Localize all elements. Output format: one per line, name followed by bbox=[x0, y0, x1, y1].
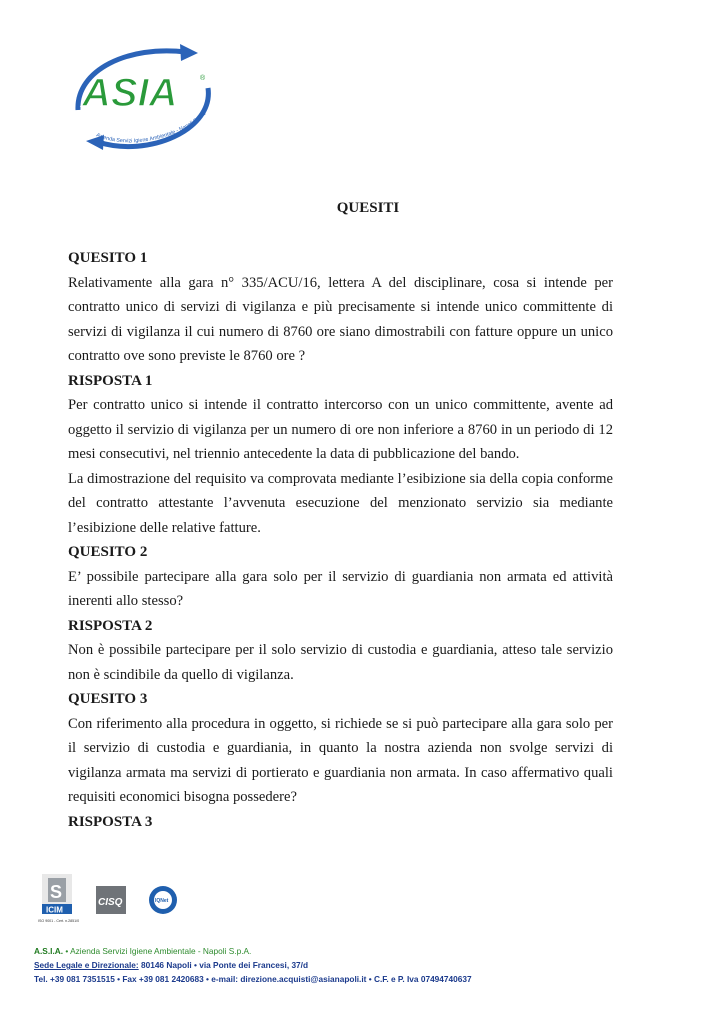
page-title: QUESITI bbox=[336, 200, 400, 216]
svg-text:S: S bbox=[50, 882, 63, 902]
footer-company: A.S.I.A. • Azienda Servizi Igiene Ambientale - Napoli S.p.A. bbox=[34, 946, 252, 956]
section-paragraph: Per contratto unico si intende il contratto intercorso con un unico committente, avente ad oggetto il servizio di vigilanza per un numero di ore non inferiore a 8760 in un periodo di 12 mesi consecutivi, nel triennio antecedente la data di pubblicazione del bando. bbox=[68, 397, 613, 462]
section-paragraph: La dimostrazione del requisito va comprovata mediante l’esibizione sia della copia conforme del contratto attestante l’avvenuta esecuzione del menzionato servizio sia mediante l’esibizione delle relative fatture. bbox=[68, 470, 613, 536]
iqnet-logo bbox=[149, 886, 177, 914]
certification-logos bbox=[38, 872, 188, 932]
footer-contacts: Tel. +39 081 7351515 • Fax +39 081 2420683 • e-mail: direzione.acquisti@asianapoli.it • C.F. e P. Iva 07494740637 bbox=[34, 974, 472, 984]
section-heading: RISPOSTA 3 bbox=[68, 813, 153, 830]
section-heading: QUESITO 3 bbox=[68, 691, 148, 707]
section-heading: QUESITO 2 bbox=[68, 544, 148, 560]
section-paragraph: E’ possibile partecipare alla gara solo per il servizio di guardiania non armata ed attività inerenti allo stesso? bbox=[68, 568, 613, 609]
logo-wordmark: ASIA bbox=[82, 71, 178, 115]
section-heading: RISPOSTA 1 bbox=[68, 372, 153, 389]
footer bbox=[34, 944, 694, 986]
icim-logo bbox=[38, 874, 79, 923]
cisq-logo bbox=[96, 886, 126, 914]
section-paragraph: Con riferimento alla procedura in oggetto, si richiede se si può partecipare alla gara solo per il servizio di custodia e guardiania, in quanto la nostra azienda non svolge servizi di vigilanza armata ma servizi di portierato e guardiania non armata. In caso affermativo quali requisiti economici bisogna possedere? bbox=[68, 715, 613, 805]
section-heading: RISPOSTA 2 bbox=[68, 617, 153, 634]
svg-text:ISO 9001 - Cert. n.2851/0: ISO 9001 - Cert. n.2851/0 bbox=[38, 919, 80, 923]
section-paragraph: Non è possibile partecipare per il solo servizio di custodia e guardiania, atteso tale servizio non è scindibile da quello di vigilanza. bbox=[68, 642, 613, 683]
footer-address: Sede Legale e Direzionale: 80146 Napoli • via Ponte dei Francesi, 37/d bbox=[34, 960, 309, 970]
asia-logo bbox=[68, 40, 218, 158]
logo-subtitle: Azienda Servizi Igiene Ambientale - Napoli S.p.A. bbox=[95, 110, 208, 145]
svg-text:ICIM: ICIM bbox=[46, 905, 63, 915]
section-heading: QUESITO 1 bbox=[68, 250, 148, 266]
svg-text:IQNet: IQNet bbox=[155, 898, 169, 904]
svg-text:®: ® bbox=[200, 75, 206, 82]
logo-arrow-head-top bbox=[180, 44, 198, 61]
document-body bbox=[68, 246, 613, 834]
svg-text:CISQ: CISQ bbox=[98, 897, 123, 908]
section-paragraph: Relativamente alla gara n° 335/ACU/16, lettera A del disciplinare, cosa si intende per contratto unico di servizi di vigilanza e più precisamente si intende unico committente di servizi di vigilanza il cui numero di 8760 ore siano dimostrabili con fatture oppure un unico contratto ove sono previste le 8760 ore ? bbox=[68, 274, 613, 364]
